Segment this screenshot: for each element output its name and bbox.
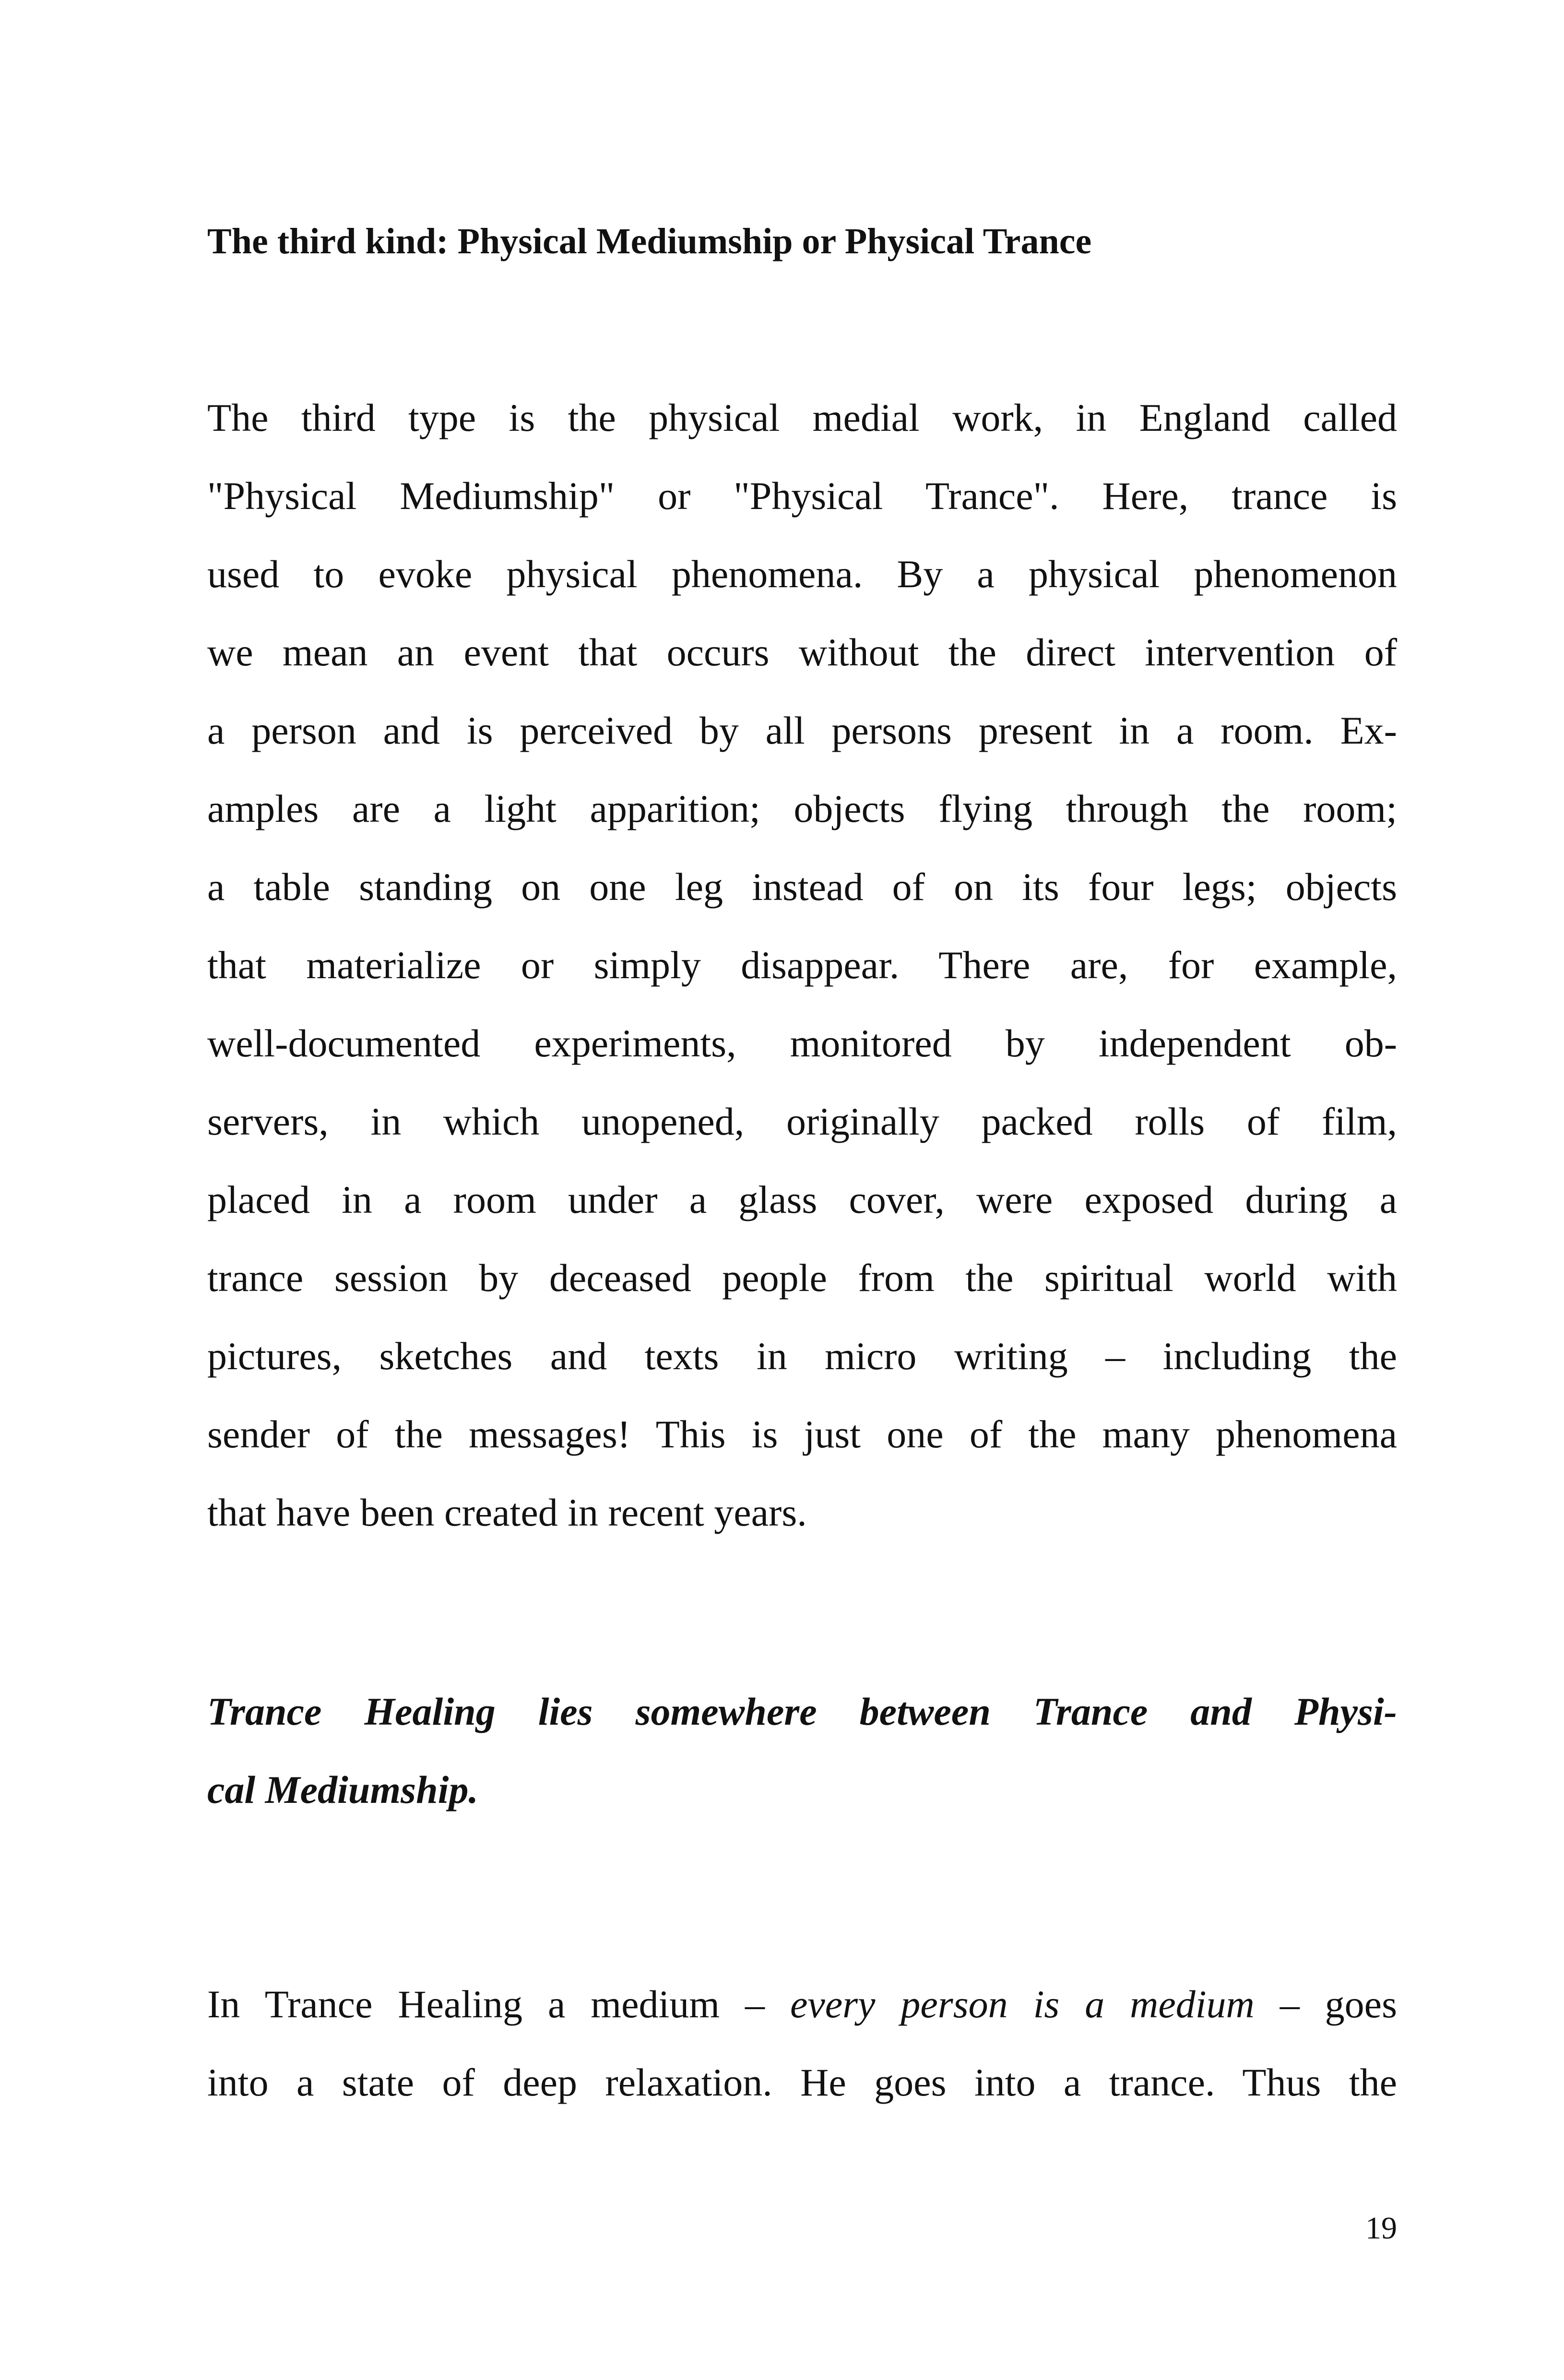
text-line: trance session by deceased people from the spiritual world with bbox=[207, 1256, 1397, 1300]
emphasis-statement bbox=[207, 1672, 1397, 1829]
text-line: placed in a room under a glass cover, were exposed during a bbox=[207, 1178, 1397, 1221]
text-segment: In Trance Healing a medium – bbox=[207, 1982, 765, 2026]
text-line: cal Mediumship. bbox=[207, 1768, 478, 1812]
text-line: "Physical Mediumship" or "Physical Trance". Here, trance is bbox=[207, 474, 1397, 518]
text-line: Trance Healing lies somewhere between Trance and Physi- bbox=[207, 1690, 1397, 1733]
paragraph-physical-mediumship bbox=[207, 379, 1397, 1551]
section-heading: The third kind: Physical Mediumship or Physical Trance bbox=[207, 221, 1092, 261]
text-line: into a state of deep relaxation. He goes into a trance. Thus the bbox=[207, 2060, 1397, 2104]
text-line: sender of the messages! This is just one of the many phenomena bbox=[207, 1412, 1397, 1456]
text-line: servers, in which unopened, originally packed rolls of film, bbox=[207, 1100, 1397, 1143]
text-line: that materialize or simply disappear. There are, for example, bbox=[207, 943, 1397, 987]
text-segment: – goes bbox=[1280, 1982, 1397, 2026]
text-line: pictures, sketches and texts in micro writing – including the bbox=[207, 1334, 1397, 1378]
page-number: 19 bbox=[1365, 2211, 1397, 2246]
text-line: we mean an event that occurs without the direct intervention of bbox=[207, 630, 1397, 674]
text-line: a person and is perceived by all persons present in a room. Ex- bbox=[207, 709, 1397, 752]
italic-phrase: every person is a medium bbox=[790, 1982, 1255, 2026]
text-line: that have been created in recent years. bbox=[207, 1491, 807, 1534]
text-line: amples are a light apparition; objects flying through the room; bbox=[207, 787, 1397, 830]
text-line: The third type is the physical medial work, in England called bbox=[207, 396, 1397, 439]
paragraph-trance-healing bbox=[207, 1965, 1397, 2121]
text-line bbox=[207, 1965, 1397, 2043]
text-line: a table standing on one leg instead of on its four legs; objects bbox=[207, 865, 1397, 909]
text-line: well-documented experiments, monitored by independent ob- bbox=[207, 1021, 1397, 1065]
text-line: used to evoke physical phenomena. By a physical phenomenon bbox=[207, 552, 1397, 596]
